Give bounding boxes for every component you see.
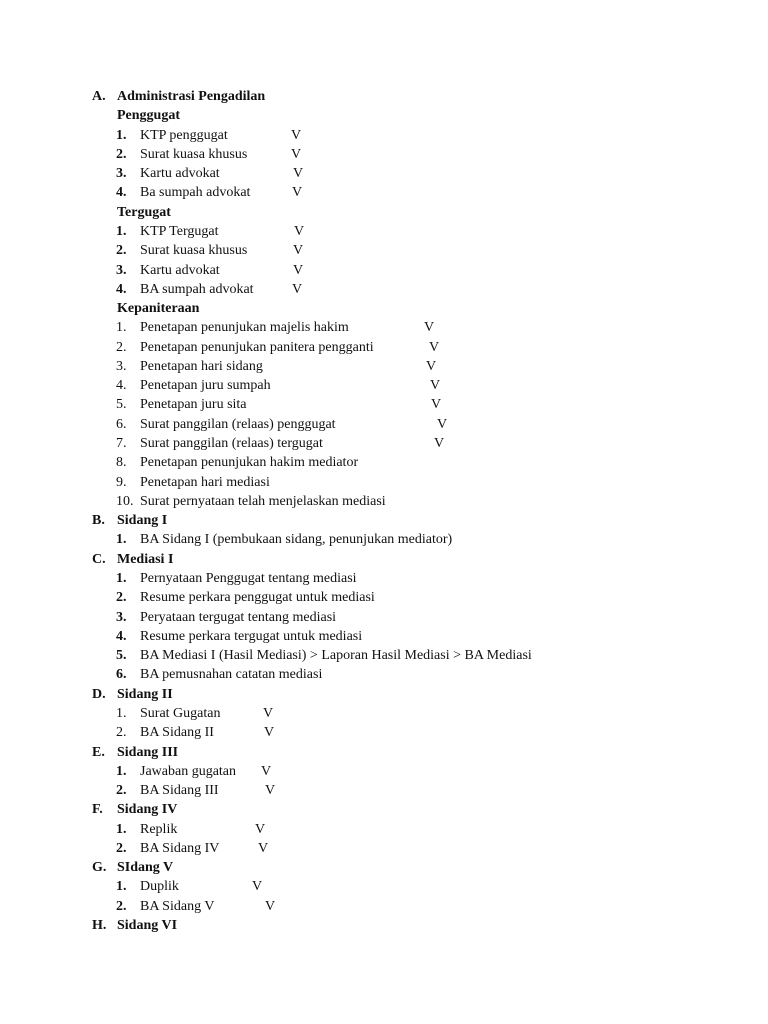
item-text: BA Sidang II (140, 725, 214, 741)
item-text: Penetapan penunjukan hakim mediator (140, 455, 359, 471)
section-letter: B. (92, 513, 105, 529)
item-text: Penetapan penunjukan panitera pengganti (140, 339, 374, 355)
section-title: SIdang V (117, 860, 174, 876)
item-number: 3. (116, 609, 127, 625)
item-text: Penetapan juru sumpah (140, 378, 271, 394)
item-number: 8. (116, 455, 127, 471)
item-number: 2. (116, 146, 127, 162)
item-text: Penetapan juru sita (140, 397, 247, 413)
item-number: 1. (116, 127, 127, 143)
item-number: 4. (116, 378, 127, 394)
item-number: 3. (116, 166, 127, 182)
item-text: Penetapan hari mediasi (140, 474, 270, 490)
item-text: KTP Tergugat (140, 223, 219, 239)
item-text: BA pemusnahan catatan mediasi (140, 667, 323, 683)
item-text: Penetapan hari sidang (140, 358, 263, 374)
item-text: Jawaban gugatan (140, 763, 237, 779)
section-title: Sidang VI (117, 918, 178, 934)
check-mark: V (293, 262, 304, 278)
item-number: 2. (116, 725, 127, 741)
item-number: 2. (116, 840, 127, 856)
item-number: 2. (116, 339, 127, 355)
check-mark: V (252, 879, 263, 895)
item-number: 1. (116, 879, 127, 895)
item-text: Penetapan penunjukan majelis hakim (140, 320, 349, 336)
check-mark: V (263, 705, 274, 721)
item-number: 1. (116, 763, 127, 779)
check-mark: V (292, 185, 303, 201)
check-mark: V (261, 763, 272, 779)
section-letter: F. (92, 802, 103, 818)
item-number: 3. (116, 358, 127, 374)
check-mark: V (437, 416, 448, 432)
check-mark: V (291, 146, 302, 162)
check-mark: V (426, 358, 437, 374)
item-number: 4. (116, 185, 127, 201)
check-mark: V (293, 166, 304, 182)
section-letter: G. (92, 860, 107, 876)
section-title: Sidang IV (117, 802, 178, 818)
check-mark: V (255, 821, 266, 837)
check-mark: V (294, 223, 305, 239)
section-letter: C. (92, 551, 106, 567)
item-number: 5. (116, 397, 127, 413)
check-mark: V (430, 378, 441, 394)
item-text: Duplik (140, 879, 179, 895)
item-number: 2. (116, 243, 127, 259)
section-title: Sidang I (117, 513, 168, 529)
item-text: BA sumpah advokat (140, 281, 254, 297)
item-number: 6. (116, 667, 127, 683)
section-letter: A. (92, 89, 106, 104)
item-number: 2. (116, 783, 127, 799)
item-number: 4. (116, 281, 127, 297)
item-text: Surat Gugatan (140, 705, 221, 721)
item-text: Surat kuasa khusus (140, 243, 248, 259)
subsection-title: Kepaniteraan (117, 301, 200, 317)
check-mark: V (429, 339, 440, 355)
check-mark: V (264, 725, 275, 741)
item-text: Kartu advokat (140, 166, 220, 182)
item-text: Surat pernyataan telah menjelaskan mediasi (140, 493, 386, 509)
item-text: KTP penggugat (140, 127, 228, 143)
item-text: Surat panggilan (relaas) tergugat (140, 436, 323, 452)
item-text: Ba sumpah advokat (140, 185, 251, 201)
item-text: BA Sidang I (pembukaan sidang, penunjukan mediator) (140, 532, 453, 548)
item-text: BA Sidang IV (140, 840, 220, 856)
item-number: 7. (116, 436, 127, 452)
item-text: BA Sidang III (140, 783, 219, 799)
item-text: Surat panggilan (relaas) penggugat (140, 416, 336, 432)
subsection-title: Tergugat (117, 204, 171, 220)
item-number: 2. (116, 898, 127, 914)
item-text: BA Sidang V (140, 898, 215, 914)
item-text: Resume perkara penggugat untuk mediasi (140, 590, 375, 606)
item-number: 1. (116, 532, 127, 548)
item-number: 5. (116, 648, 127, 664)
check-mark: V (265, 898, 276, 914)
item-text: Surat kuasa khusus (140, 146, 248, 162)
section-title: Sidang II (117, 686, 173, 702)
section-letter: H. (92, 918, 107, 934)
item-text: Pernyataan Penggugat tentang mediasi (140, 571, 357, 586)
item-number: 1. (116, 821, 127, 837)
check-mark: V (424, 320, 435, 336)
check-mark: V (265, 783, 276, 799)
item-number: 1. (116, 223, 127, 239)
item-number: 3. (116, 262, 127, 278)
check-mark: V (293, 243, 304, 259)
item-number: 10. (116, 493, 134, 509)
section-title: Administrasi Pengadilan (117, 89, 266, 104)
subsection-title: Penggugat (117, 108, 180, 124)
check-mark: V (258, 840, 269, 856)
check-mark: V (431, 397, 442, 413)
item-number: 2. (116, 590, 127, 606)
item-number: 4. (116, 628, 127, 644)
section-letter: E. (92, 744, 105, 760)
section-title: Sidang III (117, 744, 179, 760)
item-text: Kartu advokat (140, 262, 220, 278)
item-number: 1. (116, 320, 127, 336)
check-mark: V (292, 281, 303, 297)
item-number: 9. (116, 474, 127, 490)
section-title: Mediasi I (117, 551, 174, 567)
item-number: 1. (116, 705, 127, 721)
item-text: Replik (140, 821, 178, 837)
check-mark: V (434, 436, 445, 452)
check-mark: V (291, 127, 302, 143)
item-text: Peryataan tergugat tentang mediasi (140, 609, 337, 625)
item-number: 6. (116, 416, 127, 432)
item-text: BA Mediasi I (Hasil Mediasi) > Laporan Hasil Mediasi > BA Mediasi (140, 648, 532, 664)
item-number: 1. (116, 571, 127, 586)
item-text: Resume perkara tergugat untuk mediasi (140, 628, 363, 644)
section-letter: D. (92, 686, 106, 702)
